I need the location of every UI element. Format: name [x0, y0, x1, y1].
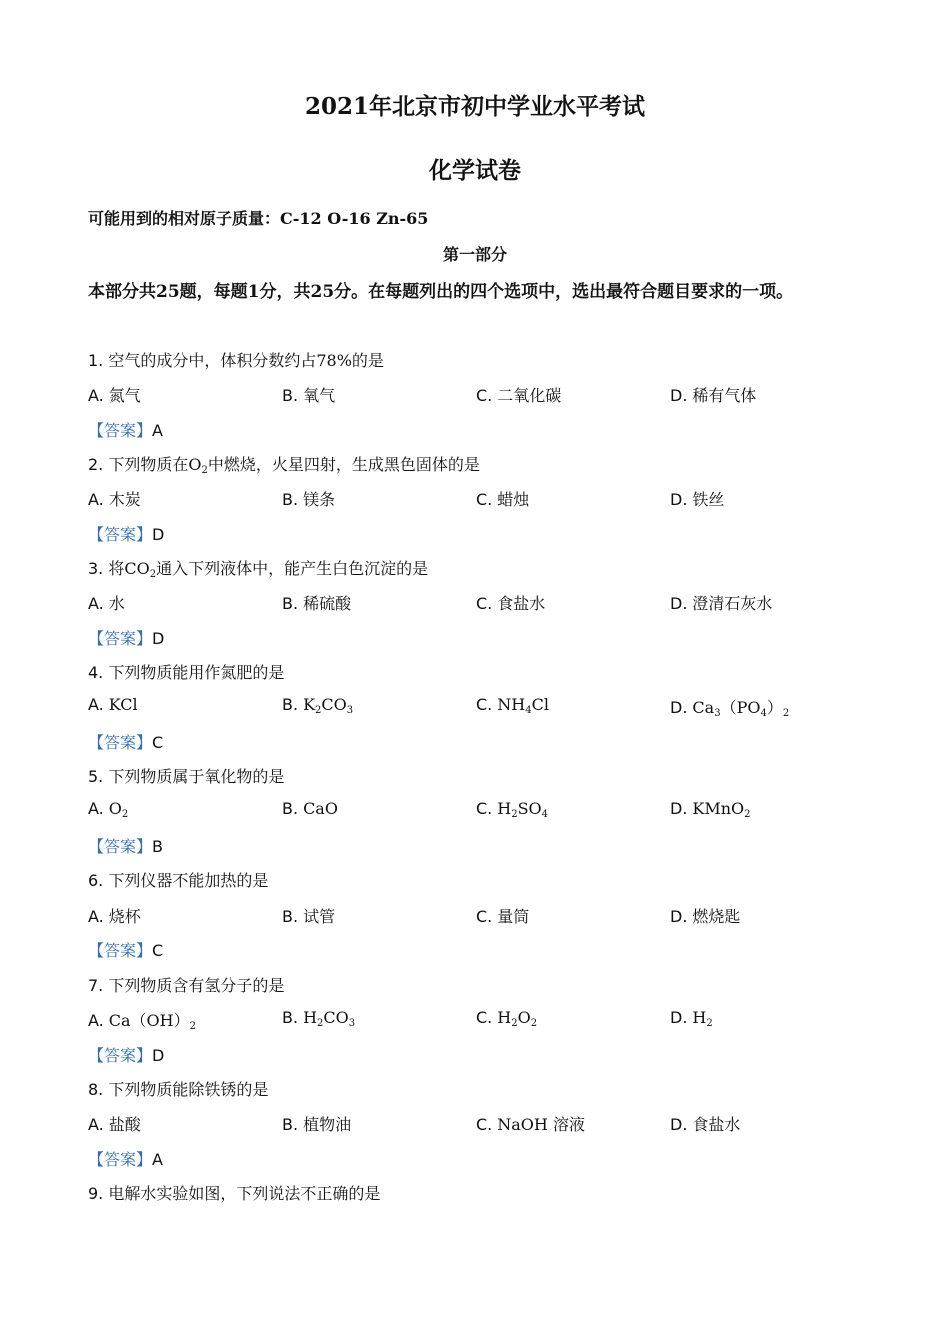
option-c: C. $H_2SO_4$	[476, 799, 549, 820]
option-b: B. $K_2CO_3$	[282, 695, 354, 716]
option-d: D. 稀有气体	[670, 386, 757, 405]
question-9: 9. 电解水实验如图，下列说法不正确的是	[88, 1184, 381, 1203]
question-stem: 空气的成分中，体积分数约占78%的是	[108, 351, 384, 370]
section-instructions: 本部分共25题，每题1分，共25分。在每题列出的四个选项中，选出最符合题目要求的一项。	[88, 282, 794, 302]
exam-title: 2021年北京市初中学业水平考试	[304, 93, 645, 120]
section-heading: 第一部分	[442, 245, 507, 264]
option-c: C. $H_2O_2$	[476, 1008, 538, 1029]
option-a: A. 水	[88, 594, 125, 613]
answer-4: 【答案】C	[88, 733, 164, 752]
option-b: B. 植物油	[282, 1115, 352, 1134]
question-6: 6. 下列仪器不能加热的是	[88, 871, 269, 890]
option-d: D. 澄清石灰水	[670, 594, 773, 613]
option-c: C. 二氧化碳	[476, 386, 562, 405]
answer-8: 【答案】A	[88, 1150, 163, 1169]
option-a: A. 木炭	[88, 490, 141, 509]
option-c: C. $NH_4Cl$	[476, 695, 549, 716]
option-c: C. NaOH 溶液	[476, 1115, 585, 1134]
option-d: D. $H_2$	[670, 1008, 713, 1029]
option-d: D. 铁丝	[670, 490, 725, 509]
option-c: C. 量筒	[476, 907, 530, 926]
answer-1: 【答案】A	[88, 421, 163, 440]
answer-5: 【答案】B	[88, 837, 163, 856]
option-d: D. 燃烧匙	[670, 907, 741, 926]
option-c: C. 蜡烛	[476, 490, 530, 509]
option-a: A. KCl	[88, 695, 138, 714]
option-d: D. $Ca_3(PO_4)_2$	[670, 698, 790, 719]
exam-subtitle: 化学试卷	[429, 157, 521, 184]
answer-3: 【答案】D	[88, 629, 165, 648]
option-d: D. KMnO$_2$	[670, 799, 751, 820]
option-b: B. 试管	[282, 907, 336, 926]
option-b: B. CaO	[282, 799, 338, 818]
atomic-mass-note: 可能用到的相对原子质量：C-12 O-16 Zn-65	[88, 209, 429, 228]
answer-2: 【答案】D	[88, 525, 165, 544]
answer-7: 【答案】D	[88, 1046, 165, 1065]
question-2: 2. 下列物质在$O_2$中燃烧，火星四射，生成黑色固体的是	[88, 455, 480, 476]
option-a: A. 盐酸	[88, 1115, 141, 1134]
option-a: A. $Ca(OH)_2$	[88, 1011, 196, 1032]
question-7: 7. 下列物质含有氢分子的是	[88, 976, 285, 995]
option-b: B. 镁条	[282, 490, 336, 509]
question-8: 8. 下列物质能除铁锈的是	[88, 1080, 269, 1099]
option-b: B. 稀硫酸	[282, 594, 352, 613]
option-a: A. 烧杯	[88, 907, 141, 926]
option-d: D. 食盐水	[670, 1115, 741, 1134]
question-3: 3. 将$CO_2$通入下列液体中，能产生白色沉淀的是	[88, 559, 429, 580]
question-5: 5. 下列物质属于氧化物的是	[88, 767, 285, 786]
answer-6: 【答案】C	[88, 941, 164, 960]
option-b: B. 氧气	[282, 386, 336, 405]
question-number: 1.	[88, 351, 104, 370]
option-c: C. 食盐水	[476, 594, 546, 613]
option-a: A. 氮气	[88, 386, 141, 405]
question-1	[88, 348, 384, 371]
question-4: 4. 下列物质能用作氮肥的是	[88, 663, 285, 682]
option-a: A. $O_2$	[88, 799, 129, 820]
option-b: B. $H_2CO_3$	[282, 1008, 356, 1029]
